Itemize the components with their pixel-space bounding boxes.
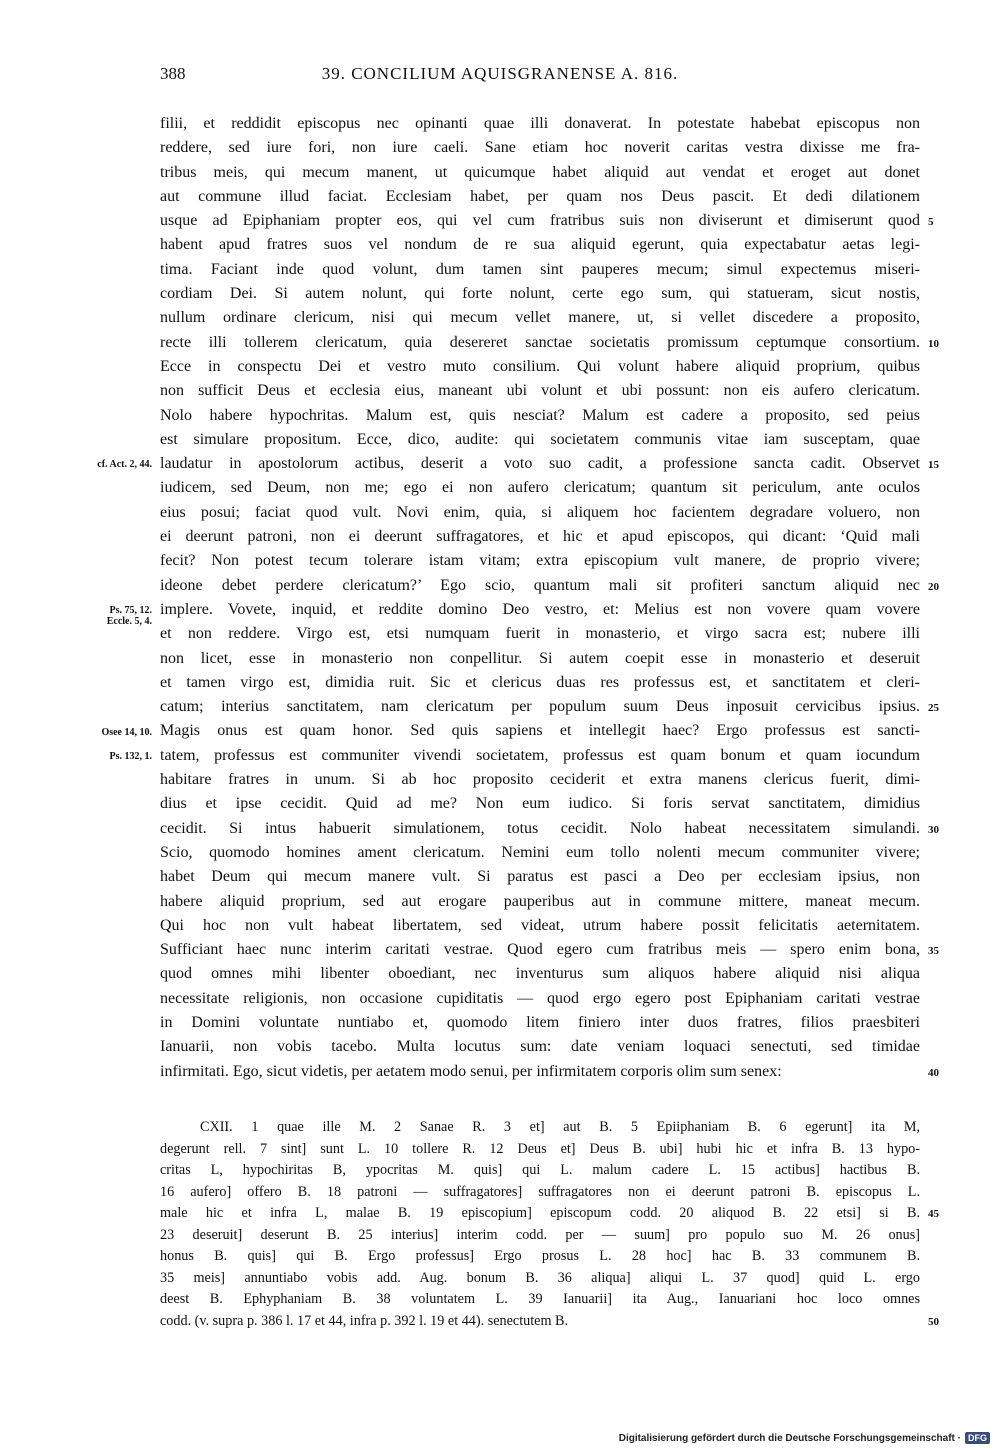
line-number: 5	[928, 216, 934, 229]
apparatus-line: degerunt rell. 7 sint] sunt L. 10 tollere R. 12 Deus et] Deus B. ubi] hubi hic et infra B. 13 hypo-	[160, 1140, 920, 1157]
footer-text: Digitalisierung gefördert durch die Deutsche Forschungsgemeinschaft ·	[618, 1432, 961, 1444]
text-line: infirmitati. Ego, sicut videtis, per aetatem modo senui, per infirmitatem corporis olim sum senex:	[160, 1062, 782, 1080]
text-line: habere aliquid proprium, sed aut erogare pauperibus aut in commune mittere, maneat mecum.	[160, 892, 920, 910]
text-line: non sufficit Deus et ecclesia eius, maneant ubi volunt et ubi possunt: non eis aufero clericatum.	[160, 382, 920, 400]
text-line: ei deerunt patroni, non ei deerunt suffragatores, et hic et apud episcopos, qui dicant: ‘Quid mali	[160, 528, 920, 546]
text-line: Scio, quomodo homines ament clericatum. Nemini eum tollo nolenti mecum communiter vivere;	[160, 843, 920, 861]
text-line: filii, et reddidit episcopus nec opinanti quae illi donaverat. In potestate habebat episcopus non	[160, 115, 920, 132]
text-line: Qui hoc non vult habeat libertatem, sed videat, utrum habere possit felicitatis aeternitatem.	[160, 916, 920, 934]
text-line: non licet, esse in monasterio non conpellitur. Si autem coepit esse in monasterio et deseruit	[160, 649, 920, 667]
line-number: 35	[928, 945, 939, 958]
line-number: 15	[928, 459, 939, 472]
margin-reference: Ps. 132, 1.	[109, 750, 152, 762]
critical-apparatus	[160, 1117, 920, 1332]
text-line: est simulare propositum. Ecce, dico, audite: qui societatem communis vitae iam susceptam, quae	[160, 430, 920, 448]
apparatus-line: deest B. Ephyphaniam B. 38 voluntatem L. 39 Ianuarii] ita Aug., Ianuariani hoc loco omnes	[160, 1291, 920, 1307]
text-line: habet Deum qui mecum manere vult. Si paratus est pasci a Deo per ecclesiam ipsius, non	[160, 868, 920, 886]
margin-reference: Osee 14, 10.	[101, 726, 152, 738]
text-line: necessitate religionis, non occasione cupiditatis — quod ergo egero post Epiphaniam caritati vestrae	[160, 989, 920, 1007]
line-number: 40	[928, 1066, 939, 1079]
text-line: ideone debet perdere clericatum?’ Ego scio, quantum mali sit profiteri sanctum aliquid nec	[160, 576, 920, 594]
margin-reference: Ps. 75, 12. Eccle. 5, 4.	[106, 605, 152, 627]
apparatus-line-number: 45	[928, 1208, 939, 1220]
text-line: implere. Vovete, inquid, et reddite domino Deo vestro, et: Melius est non vovere quam vovere	[160, 600, 920, 618]
text-line: dius et ipse cecidit. Quid ad me? Non eum iudico. Si foris servat sanctitatem, dimidius	[160, 795, 920, 813]
text-line: Ecce in conspectu Dei et vestro muto consilium. Qui volunt habere aliquid proprium, quibus	[160, 357, 920, 375]
apparatus-line: honus B. quis] qui B. Ergo professus] Ergo prosus L. 28 hoc] hac B. 33 communem B.	[160, 1248, 920, 1264]
apparatus-line: CXII. 1 quae ille M. 2 Sanae R. 3 et] aut B. 5 Epiiphaniam B. 6 egerunt] ita M,	[200, 1119, 920, 1135]
text-line: usque ad Epiphaniam propter eos, qui vel cum fratribus suis non diviserunt et dimiserunt quod	[160, 212, 920, 230]
main-text	[160, 112, 920, 1084]
text-line: Sufficiant haec nunc interim caritati vestrae. Quod egero cum fratribus meis — spero enim bona,	[160, 941, 920, 959]
apparatus-line: critas L, hypochiritas B, ypocritas M. quis] qui L. malum cadere L. 15 actibus] hactibus B.	[160, 1162, 920, 1178]
apparatus-line: 16 aufero] offero B. 18 patroni — suffragatores] suffragatores non ei deerunt patroni B. episcopus L.	[160, 1183, 920, 1200]
apparatus-line: 23 deseruit] deserunt B. 25 interius] interim codd. per — suum] pro populo suo M. 26 onus]	[160, 1226, 920, 1243]
text-line: cordiam Dei. Si autem nolunt, qui forte nolunt, certe ego sum, qui statueram, sicut nostis,	[160, 285, 920, 303]
margin-reference: cf. Act. 2, 44.	[97, 459, 152, 471]
text-line: tima. Faciant inde quod volunt, dum tamen sint pauperes mecum; simul expectemus miseri-	[160, 260, 920, 278]
text-line: nullum ordinare clericum, nisi qui mecum vellet manere, ut, si vellet discedere a proposito,	[160, 309, 920, 327]
apparatus-line: male hic et infra L, malae B. 19 episcopium] episcopum codd. 20 aliquod B. 22 etsi] si B.	[160, 1205, 920, 1221]
page-number: 388	[160, 64, 186, 83]
text-line: catum; interius sanctitatem, nam clericatum per populum suum Deus inposuit cervicibus ipsius.	[160, 698, 920, 716]
dfg-logo: DFG	[965, 1432, 990, 1444]
apparatus-line: 35 meis] annuntiabo vobis add. Aug. bonum B. 36 aliqua] aliqui L. 37 quod] quid L. ergo	[160, 1269, 920, 1286]
text-line: tatem, professus est communiter vivendi societatem, professus est quam bonum et quam iocundum	[160, 746, 920, 764]
text-line: aut commune illud faciat. Ecclesiam habet, per quam nos Deus pascit. Et dedi dilationem	[160, 187, 920, 205]
text-line: laudatur in apostolorum actibus, deserit a voto suo cadit, a professione sancta cadit. Observet	[160, 455, 920, 473]
line-number: 25	[928, 702, 939, 715]
line-number: 10	[928, 337, 939, 350]
text-line: et non reddere. Virgo est, etsi numquam fuerit in monasterio, et virgo sacra est; nubere illi	[160, 625, 920, 643]
text-line: cecidit. Si intus habuerit simulationem, totus cecidit. Nolo habeat necessitatem simulandi.	[160, 819, 920, 837]
text-line: habent apud fratres suos vel nondum de re sua aliquid egerunt, quia expectabatur aetas legi-	[160, 236, 920, 254]
apparatus-line: codd. (v. supra p. 386 l. 17 et 44, infra p. 392 l. 19 et 44). senectutem B.	[160, 1312, 569, 1329]
text-line: eius posui; faciat quod vult. Novi enim, quia, si aliquem hoc facientem degradare voluero, non	[160, 503, 920, 521]
text-line: et tamen virgo est, dimidia ruit. Sic et clericus duas res professus est, et sanctitatem et cleri-	[160, 673, 920, 691]
text-line: quod omnes mihi libenter oboediant, nec inventurus sum aliquos habere aliquid nisi aliqua	[160, 965, 920, 983]
text-line: Magis onus est quam honor. Sed quis sapiens et intellegit haec? Ergo professus est sancti-	[160, 722, 920, 740]
text-line: fecit? Non potest tecum tolerare istam vitam; extra episcopium vult manere, de proprio vivere;	[160, 552, 920, 570]
page-header	[0, 64, 1000, 88]
text-line: iudicem, sed Deum, non me; ego ei non aufero clericatum; quantum sit periculum, ante oculos	[160, 479, 920, 497]
text-line: reddere, sed iure fori, non iure caeli. Sane etiam hoc noverit caritas vestra dixisse me fra-	[160, 139, 920, 157]
text-line: Nolo habere hypochritas. Malum est, quis nesciat? Malum est cadere a proposito, sed peius	[160, 406, 920, 424]
line-number: 30	[928, 823, 939, 836]
apparatus-line-number: 50	[928, 1315, 939, 1328]
text-line: in Domini voluntate nuntiabo et, quomodo litem finiero inter duos fratres, filios praesbiteri	[160, 1013, 920, 1031]
text-line: habitare fratres in unum. Si ab hoc proposito ceciderit et extra manens clericus fuerit, dimi-	[160, 771, 920, 789]
text-line: Ianuarii, non vobis tacebo. Multa locutus sum: date veniam loquaci senectuti, sed timidae	[160, 1038, 920, 1056]
text-line: recte illi tollerem clericatum, quia desereret sanctae societatis promissum ceptumque consortium.	[160, 333, 920, 351]
line-number: 20	[928, 580, 939, 593]
running-title: 39. CONCILIUM AQUISGRANENSE A. 816.	[321, 64, 679, 83]
footer-credit	[619, 1432, 990, 1444]
text-line: tribus meis, qui mecum manent, ut quicumque habet aliquid aut vendat et eroget aut donet	[160, 163, 920, 181]
